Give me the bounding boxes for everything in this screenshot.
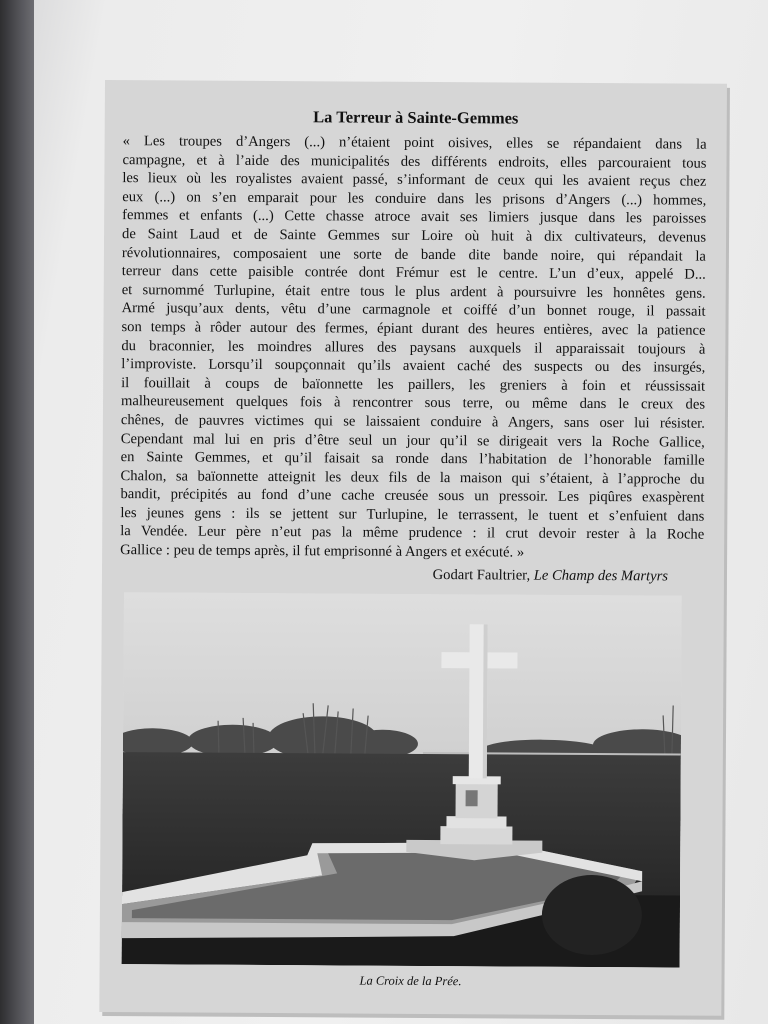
article-line: l’improviste. Lorsqu’il soupçonnait qu’ils avaient caché des suspects ou des insurgés, — [121, 356, 706, 376]
article-line: chênes, de pauvres victimes qui se laissaient conduire à Angers, sans oser lui résister. — [120, 412, 705, 432]
article-line: et surnommé Turlupine, était entre tous le plus ardent à poursuivre les honnêtes gens. — [121, 281, 706, 302]
article-line: bandit, précipités au fond d’une cache creusée sous un pressoir. Les piqûres exaspèrent — [120, 486, 705, 506]
article-line: campagne, et à l’aide des municipalités des différents endroits, elles parcouraient tous — [122, 151, 707, 172]
article-line: son temps à rôder autour des fermes, épiant durant des heures entières, avec la patience — [121, 319, 706, 339]
attribution — [433, 567, 668, 585]
article-line: eux (...) on s’en emparait pour les conduire dans les prisons d’Angers (...) hommes, — [122, 188, 707, 209]
article-line: malheureusement quelques fois à rencontrer sous terre, ou même dans le creux des — [120, 393, 706, 413]
article-line: Armé jusqu’aux dents, vêtu d’une carmagnole et coiffé d’un bonnet rouge, il passait — [121, 300, 706, 321]
attribution-work: Le Champ des Martyrs — [533, 567, 669, 585]
article-line: la Vendée. Leur père n’eut pas la même prudence : il crut devoir rester à la Roche — [120, 523, 705, 544]
article-line: « Les troupes d’Angers (...) n’étaient point oisives, elles se répandaient dans la — [122, 133, 707, 153]
photo-caption: La Croix de la Prée. — [359, 973, 462, 989]
article-line: révolutionnaires, composaient une sorte de bande dite bande noire, qui répandait la — [121, 244, 706, 265]
article-line: Gallice : peu de temps après, il fut emprisonné à Angers et exécuté. » — [120, 542, 525, 561]
attribution-author: Godart Faultrier, — [432, 567, 531, 584]
article-line: du braconnier, les moindres allures des paysans auxquels il apparaissait toujours à — [121, 337, 706, 358]
article-box — [99, 80, 727, 1016]
book-spine-shadow — [0, 0, 34, 1024]
article-line: les lieux où les royalistes avaient passé, s’informant de ceux qui les avaient reçus chez — [122, 170, 707, 190]
article-line: Chalon, sa baïonnette atteignit les deux fils de la maison qui s’étaient, à l’approche du — [120, 467, 705, 488]
article-title: La Terreur à Sainte-Gemmes — [313, 107, 519, 128]
cross-photograph — [122, 592, 682, 967]
article-line: il fouillait à coups de baïonnette les paillers, les greniers à foin et réussissait — [121, 374, 706, 395]
article-line: les jeunes gens : ils se jettent sur Turlupine, le terrassent, le tuent et s’enfuient dans — [120, 504, 705, 525]
article-line: terreur dans cette paisible contrée dont Frémur est le centre. L’un d’eux, appelé D... — [121, 263, 706, 283]
article-line: Cependant mal lui en pris d’être seul un jour qu’il se dirigeait vers la Roche Gallice, — [120, 430, 705, 451]
article-body — [120, 132, 707, 563]
article-line: femmes et enfants (...) Cette chasse atroce avait ses limiers jusque dans les paroisses — [122, 207, 707, 228]
article-line: en Sainte Gemmes, et qu’il faisait sa ronde dans l’habitation de l’honorable famille — [120, 449, 705, 469]
article-line: de Saint Laud et de Sainte Gemmes sur Loire où huit à dix cultivateurs, devenus — [122, 226, 707, 246]
